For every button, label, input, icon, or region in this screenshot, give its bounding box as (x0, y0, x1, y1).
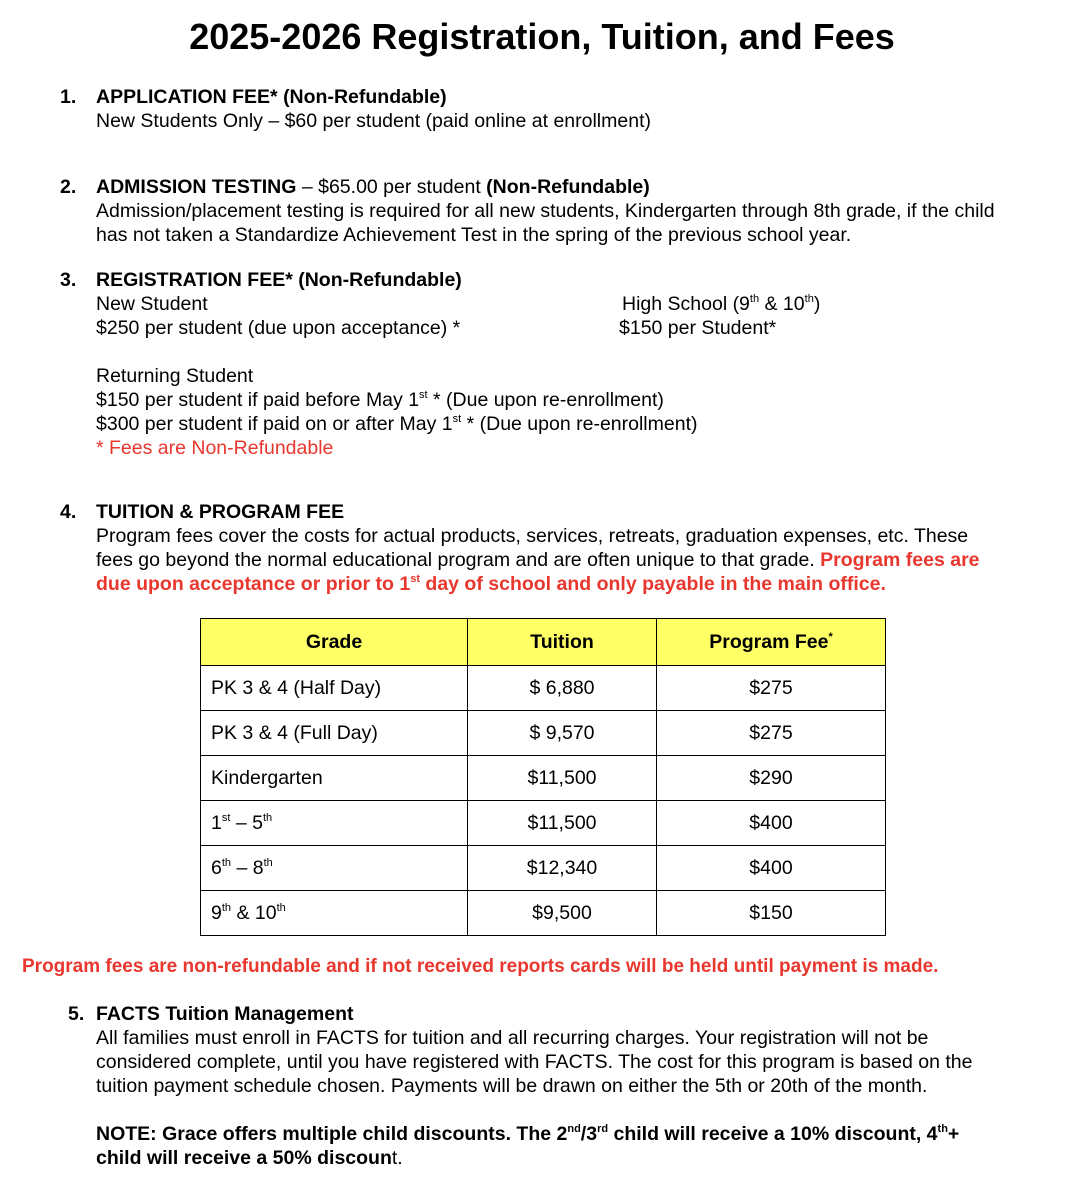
returning-student-label: Returning Student (96, 365, 254, 387)
non-refundable-label: (Non-Refundable) (486, 176, 650, 198)
program-fee-warning: Program fees are non-refundable and if not received reports cards will be held until payment is made. (22, 956, 939, 977)
discount-note-line-1: NOTE: Grace offers multiple child discounts. The 2nd/3rd child will receive a 10% discount, 4th+ (96, 1123, 960, 1145)
tuition-cell: $ 9,570 (468, 711, 657, 756)
grade-cell: PK 3 & 4 (Full Day) (201, 711, 468, 756)
section-heading: FACTS Tuition Management (96, 1003, 354, 1025)
grade-cell: 6th – 8th (201, 846, 468, 891)
grade-cell: 9th & 10th (201, 891, 468, 936)
column-header-grade: Grade (201, 619, 468, 666)
section-text-line-1: Program fees cover the costs for actual products, services, retreats, graduation expenses, etc. These (96, 525, 969, 547)
program-fee-cell: $290 (657, 756, 886, 801)
program-fee-cell: $400 (657, 801, 886, 846)
table-header-row (201, 619, 886, 666)
non-refundable-note: * Fees are Non-Refundable (96, 437, 334, 459)
discount-note-line-2: child will receive a 50% discount. (96, 1147, 403, 1169)
tuition-cell: $9,500 (468, 891, 657, 936)
high-school-price: $150 per Student* (619, 317, 777, 339)
section-text-line-1: All families must enroll in FACTS for tuition and all recurring charges. Your registration will not be (96, 1027, 929, 1049)
column-header-tuition: Tuition (468, 619, 657, 666)
section-text-line-2: considered complete, until you have registered with FACTS. The cost for this program is based on the (96, 1051, 973, 1073)
section-text-line-2: has not taken a Standardize Achievement Test in the spring of the previous school year. (96, 224, 852, 246)
testing-price: – $65.00 per student (296, 176, 487, 198)
column-header-program-fee: Program Fee* (657, 619, 886, 666)
section-heading: TUITION & PROGRAM FEE (96, 501, 345, 523)
section-number: 5. (68, 1003, 85, 1025)
returning-price-early: $150 per student if paid before May 1st * (Due upon re-enrollment) (96, 389, 664, 411)
section-heading: REGISTRATION FEE* (Non-Refundable) (96, 269, 462, 291)
section-heading: APPLICATION FEE* (Non-Refundable) (96, 86, 447, 108)
tuition-cell: $11,500 (468, 801, 657, 846)
section-number: 2. (60, 176, 77, 198)
new-student-price: $250 per student (due upon acceptance) * (96, 317, 461, 339)
returning-price-late: $300 per student if paid on or after May 1st * (Due upon re-enrollment) (96, 413, 698, 435)
table-row (201, 666, 886, 711)
program-fee-cell: $150 (657, 891, 886, 936)
tuition-fee-table (200, 618, 886, 936)
table-row (201, 801, 886, 846)
program-fee-cell: $275 (657, 666, 886, 711)
section-number: 4. (60, 501, 77, 523)
tuition-cell: $12,340 (468, 846, 657, 891)
page-title: 2025-2026 Registration, Tuition, and Fees (189, 16, 895, 57)
section-text-line-2: fees go beyond the normal educational program and are often unique to that grade. Program fees are (96, 549, 980, 571)
section-text-line-1: Admission/placement testing is required for all new students, Kindergarten through 8th grade, if the child (96, 200, 995, 222)
section-number: 1. (60, 86, 77, 108)
tuition-cell: $11,500 (468, 756, 657, 801)
program-fee-cell: $400 (657, 846, 886, 891)
tuition-cell: $ 6,880 (468, 666, 657, 711)
table-row (201, 846, 886, 891)
section-heading: ADMISSION TESTING (96, 176, 297, 198)
grade-cell: Kindergarten (201, 756, 468, 801)
high-school-label: High School (9th & 10th) (622, 293, 821, 315)
table-row (201, 711, 886, 756)
section-number: 3. (60, 269, 77, 291)
grade-cell: 1st – 5th (201, 801, 468, 846)
program-fee-due-note: due upon acceptance or prior to 1st day of school and only payable in the main office. (96, 573, 886, 595)
grade-cell: PK 3 & 4 (Half Day) (201, 666, 468, 711)
table-row (201, 756, 886, 801)
new-student-label: New Student (96, 293, 208, 315)
table-row (201, 891, 886, 936)
section-text-line-3: tuition payment schedule chosen. Payments will be drawn on either the 5th or 20th of the month. (96, 1075, 928, 1097)
program-fee-cell: $275 (657, 711, 886, 756)
section-text: New Students Only – $60 per student (paid online at enrollment) (96, 110, 651, 132)
